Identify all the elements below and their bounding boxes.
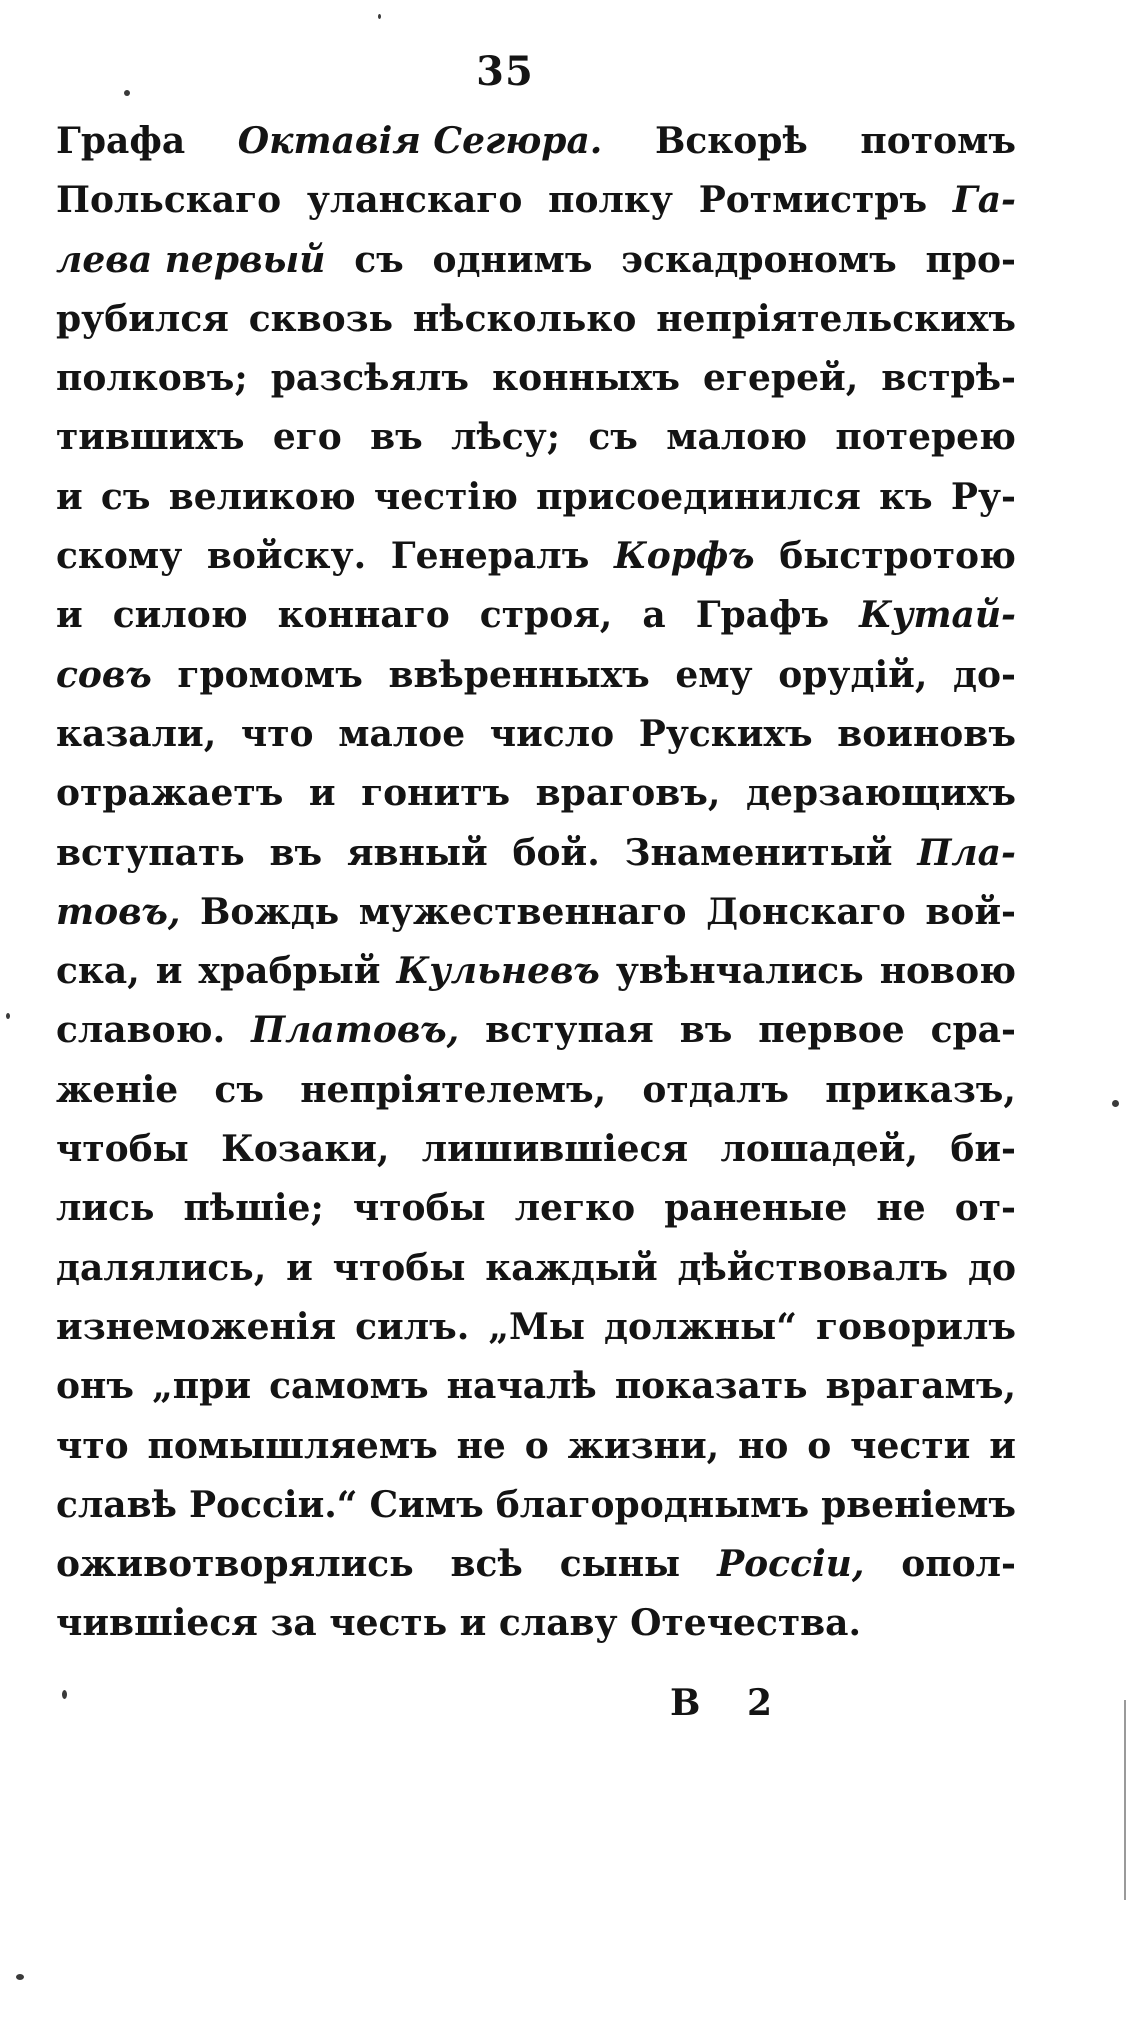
word: его xyxy=(272,416,342,459)
word: дѣйствовалъ xyxy=(677,1246,949,1289)
word: первое xyxy=(758,1009,905,1052)
text-line xyxy=(56,120,1016,179)
word: эскадрономъ xyxy=(621,238,897,281)
word: изнеможенія xyxy=(56,1305,337,1348)
word: чившіеся за честь и славу Отечества. xyxy=(56,1602,862,1645)
text-line xyxy=(56,357,1016,416)
word: Пла- xyxy=(917,831,1016,874)
word: всѣ xyxy=(450,1543,523,1586)
word: славою. xyxy=(56,1009,226,1052)
word: чести xyxy=(850,1424,971,1467)
scan-speck xyxy=(1112,1100,1119,1107)
word: Козаки, xyxy=(221,1128,390,1171)
word: врагамъ, xyxy=(825,1365,1016,1408)
word: благороднымъ xyxy=(495,1483,810,1526)
word: не xyxy=(876,1187,926,1230)
word: однимъ xyxy=(432,238,593,281)
text-line xyxy=(56,654,1016,713)
word: вой- xyxy=(925,890,1016,933)
word: число xyxy=(489,712,615,755)
word: не xyxy=(456,1424,506,1467)
word: Кутай- xyxy=(859,594,1016,637)
word: егерей, xyxy=(703,357,859,400)
word: быстротою xyxy=(779,535,1016,578)
word: Рускихъ xyxy=(638,712,813,755)
word: ска, xyxy=(56,950,140,993)
signature-number: 2 xyxy=(746,1682,773,1724)
word: чтобы xyxy=(332,1246,466,1289)
word: и xyxy=(155,950,183,993)
word: Графа xyxy=(56,120,186,162)
word: силъ. xyxy=(355,1305,470,1348)
text-line xyxy=(56,298,1016,357)
word: силою xyxy=(112,594,248,637)
word: что xyxy=(56,1424,129,1467)
word: малое xyxy=(338,712,466,755)
word: вступать xyxy=(56,831,245,874)
word: Платовъ, xyxy=(251,1009,460,1052)
word: должны“ xyxy=(604,1305,797,1348)
word: дерзающихъ xyxy=(745,772,1016,815)
word: Графъ xyxy=(695,594,830,637)
word: лишившіеся xyxy=(421,1128,689,1171)
word: Га- xyxy=(952,179,1016,222)
text-line xyxy=(56,950,1016,1009)
word: раненые xyxy=(664,1187,848,1230)
word: храбрый xyxy=(198,950,381,993)
text-line xyxy=(56,416,1016,475)
word: потерею xyxy=(835,416,1016,459)
text-line xyxy=(56,832,1016,891)
word: коннаго xyxy=(277,594,450,637)
word: товъ, xyxy=(56,890,181,933)
word: помышляемъ xyxy=(147,1424,438,1467)
word: отдалъ xyxy=(642,1068,790,1111)
text-line xyxy=(56,1484,1016,1543)
text-line xyxy=(56,1306,1016,1365)
word: скому xyxy=(56,535,183,578)
word: великою xyxy=(168,475,356,518)
scan-speck xyxy=(124,90,130,96)
word: Ротмистръ xyxy=(698,179,928,222)
text-line xyxy=(56,179,1016,238)
word: и xyxy=(56,475,83,518)
text-line xyxy=(56,1602,1016,1661)
word: нѣсколько xyxy=(412,297,637,340)
word: гонитъ xyxy=(361,772,511,815)
word: лева первый xyxy=(56,238,326,281)
word: уланскаго xyxy=(306,179,523,222)
text-line xyxy=(56,535,1016,594)
text-line xyxy=(56,1009,1016,1068)
text-line xyxy=(56,1247,1016,1306)
word: Вождь xyxy=(199,890,340,933)
text-line xyxy=(56,1425,1016,1484)
word: полку xyxy=(548,179,673,222)
word: от- xyxy=(954,1187,1016,1230)
word: новою xyxy=(879,950,1016,993)
word: каждый xyxy=(485,1246,658,1289)
word: рубился xyxy=(56,297,229,340)
word: тившихъ xyxy=(56,416,245,459)
word: до- xyxy=(953,653,1016,696)
word: Россіи, xyxy=(717,1543,865,1586)
word: воиновъ xyxy=(837,712,1016,755)
word: рвеніемъ xyxy=(821,1483,1016,1526)
word: орудій, xyxy=(778,653,928,696)
word: бой. xyxy=(512,831,600,874)
word: ввѣренныхъ xyxy=(388,653,650,696)
scan-speck xyxy=(62,1690,67,1699)
word: Кульневъ xyxy=(396,950,600,993)
word: въ xyxy=(370,416,423,459)
word: жизни, xyxy=(567,1424,720,1467)
text-line xyxy=(56,239,1016,298)
word: Россіи.“ xyxy=(188,1483,358,1526)
text-line xyxy=(56,594,1016,653)
word: увѣнчались xyxy=(615,950,864,993)
word: говорилъ xyxy=(815,1305,1016,1348)
text-line xyxy=(56,772,1016,831)
text-line xyxy=(56,1128,1016,1187)
word: съ xyxy=(354,238,404,281)
word: къ xyxy=(879,475,933,518)
word: онъ xyxy=(56,1365,134,1408)
word: би- xyxy=(950,1128,1016,1171)
word: легко xyxy=(514,1187,636,1230)
word: о xyxy=(807,1424,832,1467)
word: славѣ xyxy=(56,1483,177,1526)
text-line xyxy=(56,476,1016,535)
word: женіе xyxy=(56,1068,179,1111)
text-line xyxy=(56,1069,1016,1128)
word: потомъ xyxy=(860,120,1016,162)
text-line xyxy=(56,891,1016,950)
text-line xyxy=(56,1187,1016,1246)
word: полковъ; xyxy=(56,357,248,400)
word: „при xyxy=(152,1365,252,1408)
word: далялись, xyxy=(56,1246,267,1289)
word: присоединился xyxy=(536,475,861,518)
word: мужественнаго xyxy=(358,890,687,933)
scan-edge-line xyxy=(1124,1700,1126,1900)
word: конныхъ xyxy=(492,357,680,400)
word: опол- xyxy=(901,1543,1016,1586)
word: съ xyxy=(214,1068,264,1111)
word: но xyxy=(738,1424,789,1467)
word: въ xyxy=(269,831,323,874)
word: строя, xyxy=(479,594,613,637)
word: въ xyxy=(679,1009,733,1052)
word: Октавія Сегюра. xyxy=(237,120,603,162)
word: ему xyxy=(675,653,753,696)
word: самомъ xyxy=(269,1365,429,1408)
word: о xyxy=(524,1424,549,1467)
word: войску. xyxy=(206,535,367,578)
word: началѣ xyxy=(446,1365,597,1408)
word: Вскорѣ xyxy=(654,120,808,162)
word: честію xyxy=(373,475,518,518)
word: и xyxy=(286,1246,313,1289)
word: лѣсу; xyxy=(451,416,561,459)
word: непріятельскихъ xyxy=(656,297,1016,340)
text-line xyxy=(56,1543,1016,1602)
word: про- xyxy=(925,238,1016,281)
word: что xyxy=(240,712,314,755)
word: и xyxy=(989,1424,1016,1467)
text-line xyxy=(56,713,1016,772)
word: Знаменитый xyxy=(624,831,893,874)
word: оживотворялись xyxy=(56,1543,414,1586)
word: отражаетъ xyxy=(56,772,284,815)
word: Польскаго xyxy=(56,179,282,222)
page-number: 35 xyxy=(476,48,534,95)
word: сквозь xyxy=(248,297,394,340)
word: Симъ xyxy=(369,1483,484,1526)
word: и xyxy=(56,594,83,637)
scan-speck xyxy=(6,1013,10,1019)
word: и xyxy=(308,772,336,815)
word: казали, xyxy=(56,712,217,755)
word: громомъ xyxy=(177,653,363,696)
signature-mark xyxy=(670,1682,772,1724)
word: лись xyxy=(56,1187,155,1230)
word: непріятелемъ, xyxy=(300,1068,607,1111)
word: Генералъ xyxy=(390,535,590,578)
word: малою xyxy=(666,416,808,459)
text-line xyxy=(56,1365,1016,1424)
word: совъ xyxy=(56,653,152,696)
word: сра- xyxy=(930,1009,1016,1052)
word: лошадей, xyxy=(720,1128,918,1171)
word: чтобы xyxy=(56,1128,189,1171)
scan-speck xyxy=(16,1974,24,1980)
word: встрѣ- xyxy=(881,357,1016,400)
word: а xyxy=(642,594,666,637)
word: разсѣялъ xyxy=(270,357,470,400)
scan-speck xyxy=(378,14,381,19)
word: чтобы xyxy=(352,1187,486,1230)
word: съ xyxy=(588,416,638,459)
word: до xyxy=(967,1246,1016,1289)
word: сыны xyxy=(559,1543,681,1586)
word: Корфъ xyxy=(613,535,755,578)
word: явный xyxy=(346,831,488,874)
word: вступая xyxy=(485,1009,654,1052)
word: съ xyxy=(100,475,151,518)
word: Ру- xyxy=(950,475,1016,518)
word: показать xyxy=(614,1365,808,1408)
signature-letter: В xyxy=(670,1682,701,1724)
body-text xyxy=(56,120,1016,1662)
word: приказъ, xyxy=(825,1068,1016,1111)
word: враговъ, xyxy=(535,772,721,815)
word: Донскаго xyxy=(706,890,906,933)
word: пѣшіе; xyxy=(183,1187,324,1230)
word: „Мы xyxy=(488,1305,585,1348)
